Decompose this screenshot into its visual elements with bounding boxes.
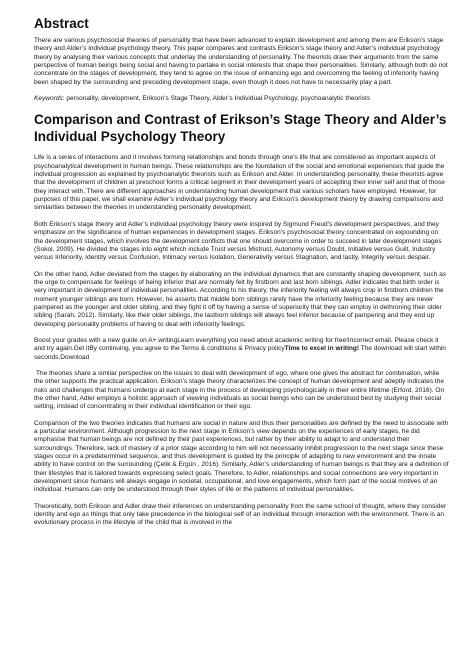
keywords-text: : personality, development, Erikson’s Stage Theory, Alder’s Individual Psychology, psychoanalytic theorists (62, 95, 371, 103)
promo-tail: The download will start within seconds.Download (34, 345, 446, 361)
keywords-label: Keywords (34, 95, 63, 103)
abstract-heading: Abstract (34, 16, 89, 31)
abstract-text: There are various psychosocial theories of personality that have been advanced to explain development and among them are Erikson’s stage theory and Alder’s individual psychology theory. This paper compares and contrasts Erikson’s stage theory and Adler’s individual psychology theory by analysing their various concepts that underlay the understanding of personality. The theorists draw their arguments from the same perspective of human beings being social and having to partake in social interests that shape their personalities. Similarly, although both do not concentrate on the stages of development, they tend to agree on the issue of enhancing ego and overcoming the feeling of inferiority having been shaped by the surrounding and preceding development stage, even though it does not have to necessarily play a part. (34, 37, 448, 86)
paragraph-6: Theoretically, both Erikson and Adler draw their inferences on understanding personality from the same school of thought, where they consider identity and ego as things that only take precedence in the biological self of an individual through interaction with the environment. There is an evolutionary process in the lifestyle of the child that is involved in the (34, 502, 447, 527)
paragraph-5: Comparison of the two theories indicates that humans are social in nature and thus their personalities are defined by the need to associate with a particular environment. Although progression to the next stage in Erikson’s view depends on the experiences of early stages, he did emphasise that human beings are not defined by their past experiences, but rather by their ability to adapt to and understand their surroundings. Therefore, lack of mastery of a prior stage according to him will not necessarily inhibit progression to the next stage since these stages occur in a predetermined sequence, and thus development is guided by the principle of adapting to new environment and the innate ability to have control on the surrounding (Çelik & Ergün , 2016). Similarly, Adler’s understanding of human beings is that they are a definition of their lifestyles that is tailored towards expressing select goals. Therefore, to Adler, relationships and social connections are very important in development since humans will always engage in societal, occupational, and love engagements, which form part of the social motives of an individual. Humans can only be understood through their styles of life or the patterns of individual personalities. (34, 419, 449, 494)
paragraph-4: The theories share a similar perspective on the issues to deal with development of ego, where one gives the abstract for combination, while the other supports the practical application. Erikson’s stage theory characterizes the concept of human development and adeptly indicates the risks and challenges that humans undergo at each stage in the process of developing psychologically in their entire lifetime (Erford, 2016). On the other hand, Adler employs a holistic approach of viewing individuals as social beings who can be understood best by studying their social setting, instead of concentrating in their individual identification or their ego. (34, 369, 445, 411)
promo-block[interactable] (34, 337, 449, 362)
promo-text: Boost your grades with a new guide on A+ writingLearn everything you need about academic writing for free!Incorrect email. Please check it and try again.Get itBy continuing, you agree to the Terms & conditions & Privacy policy (34, 336, 439, 353)
main-heading: Comparison and Contrast of Erikson’s Stage Theory and Alder’s Individual Psychology Theory (34, 112, 447, 145)
keywords-line (34, 95, 449, 103)
paragraph-3: On the other hand, Adler deviated from the stages by elaborating on the individual dynamics that are constantly shaping development, such as the urge to compensate for feelings of being inferior that are normally felt by firstborn and last born siblings. Adler indicates that birth order is very important in development of individual personalities. According to his theory, the inferiority feeling will always crop in firstborn children the moment younger siblings are born. However, he asserts that middle born siblings rarely have the inferiority feeling because they are never pampered as the younger and older sibling, and they fight it off by having a sense of superiority that they can employ in dethroning their older sibling (Sarah, 2012). Similarly, like their older siblings, the lastborn siblings will always feel inferior because of pampering and they end up developing personality problems of having to deal with inferiority feelings. (34, 270, 446, 328)
paragraph-2: Both Erikson’s stage theory and Adler’s individual psychology theory were inspired by Sigmund Freud’s development perspectives, and they emphasize on the significance of human experiences in development stages. Erikson’s psychosocial theory concentrated on expounding on the development stages, which involves the development conflicts that one should overcome in order to succeed in later development stages (Sokol, 2009). He divided the stages into eight which include Trust versus Mistrust, Autonomy versus Doubt, Initiative versus Guilt, Industry versus Inferiority, Identity versus Confusion, Intimacy versus Isolation, Generativity versus Stagnation, and lastly, Integrity versus despair. (34, 220, 442, 262)
promo-strong: Time to excel in writing! (284, 345, 360, 353)
paragraph-1: Life is a series of interactions and it involves forming relationships and bonds through one’s life that are considered as important aspects of psychoanalytical development in human beings. These relationships are the foundation of the social and emotional experiences that guide the individual progression as explained by psychoanalytic theorists such as Erikson and Alder. In understanding personality, these theorists agree that the development of children at preschool forms a critical segment in their development years of accepting their inner self and that of those they interact with. There are different approaches in understanding human development that various scholars have employed. However, for purposes of this paper, we shall examine Adler’s individual psychology theory and Erikson’s development theory by drawing comparisons and similarities between the theories in understanding personality development. (34, 154, 445, 212)
